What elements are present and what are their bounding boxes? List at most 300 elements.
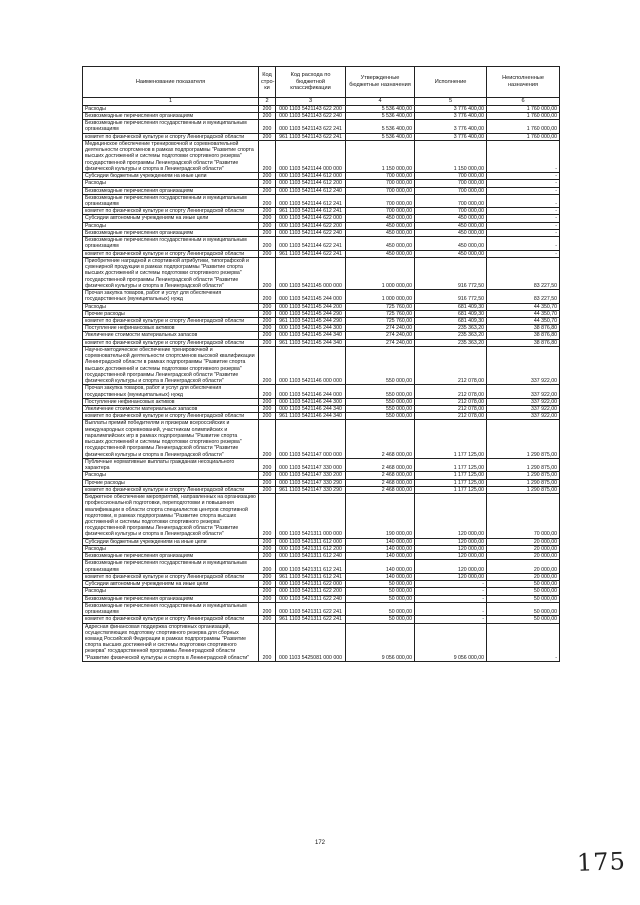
row-name: Безвозмездные перечисления организациям — [83, 553, 259, 560]
handwritten-page-number: 175 — [576, 847, 627, 877]
row-executed: 120 000,00 — [415, 553, 487, 560]
row-line-code: 200 — [259, 602, 276, 615]
table-row — [83, 325, 560, 332]
row-approved: 140 000,00 — [346, 545, 415, 552]
header-budget-code: Код расхода по бюджетной классификации — [276, 67, 346, 98]
column-number-row — [83, 98, 560, 106]
row-name: комитет по физической культуре и спорту Ленинградской области — [83, 616, 259, 623]
table-row — [83, 595, 560, 602]
budget-execution-table — [82, 66, 560, 662]
table-row — [83, 581, 560, 588]
row-name: комитет по физической культуре и спорту Ленинградской области — [83, 413, 259, 420]
table-row — [83, 420, 560, 458]
row-line-code: 200 — [259, 413, 276, 420]
table-row — [83, 222, 560, 229]
row-line-code: 200 — [259, 486, 276, 493]
row-line-code: 200 — [259, 120, 276, 133]
row-approved: 700 000,00 — [346, 208, 415, 215]
table-row — [83, 250, 560, 257]
row-executed: 212 078,00 — [415, 385, 487, 398]
row-approved: 550 000,00 — [346, 385, 415, 398]
row-approved: 274 240,00 — [346, 325, 415, 332]
row-name: Прочая закупка товаров, работ и услуг для обеспечения государственных (муниципальных) нужд — [83, 290, 259, 303]
row-executed: 681 409,30 — [415, 310, 487, 317]
row-line-code: 200 — [259, 616, 276, 623]
row-name: комитет по физической культуре и спорту Ленинградской области — [83, 573, 259, 580]
row-line-code: 200 — [259, 538, 276, 545]
row-budget-code: 000 1103 5421311 622 240 — [276, 595, 346, 602]
table-row — [83, 553, 560, 560]
row-unexecuted: 50 000,00 — [487, 616, 560, 623]
table-row — [83, 538, 560, 545]
row-executed: 916 772,50 — [415, 290, 487, 303]
row-budget-code: 000 1103 5421145 000 000 — [276, 257, 346, 289]
row-unexecuted: 20 000,00 — [487, 553, 560, 560]
row-unexecuted: 337 922,00 — [487, 398, 560, 405]
table-row — [83, 317, 560, 324]
row-line-code: 200 — [259, 250, 276, 257]
table-body — [83, 105, 560, 661]
row-budget-code: 000 1103 5421143 622 240 — [276, 112, 346, 119]
row-approved: 450 000,00 — [346, 215, 415, 222]
row-budget-code: 000 1103 5421144 612 200 — [276, 180, 346, 187]
row-approved: 50 000,00 — [346, 616, 415, 623]
row-name: Расходы — [83, 222, 259, 229]
row-name: Субсидии автономным учреждениям на иные цели — [83, 215, 259, 222]
row-executed: 212 078,00 — [415, 346, 487, 384]
page-number: 172 — [314, 840, 325, 846]
header-line-code: Код стро-ки — [259, 67, 276, 98]
row-unexecuted: 20 000,00 — [487, 538, 560, 545]
header-unexecuted: Неисполненные назначения — [487, 67, 560, 98]
row-unexecuted: 1 290 875,00 — [487, 479, 560, 486]
row-unexecuted: 1 290 875,00 — [487, 486, 560, 493]
row-approved: 2 468 000,00 — [346, 479, 415, 486]
row-unexecuted: 44 350,70 — [487, 317, 560, 324]
row-executed: 3 776 400,00 — [415, 112, 487, 119]
row-unexecuted: - — [487, 187, 560, 194]
row-budget-code: 000 1103 5421311 612 240 — [276, 553, 346, 560]
table-row — [83, 208, 560, 215]
row-unexecuted: 1 760 000,00 — [487, 120, 560, 133]
row-budget-code: 000 1103 5421143 622 241 — [276, 120, 346, 133]
table-row — [83, 413, 560, 420]
row-unexecuted: 1 760 000,00 — [487, 133, 560, 140]
row-name: Публичные нормативные выплаты гражданам несоциального характера — [83, 458, 259, 471]
row-line-code: 200 — [259, 479, 276, 486]
row-name: Безвозмездные перечисления организациям — [83, 595, 259, 602]
row-unexecuted: 44 350,70 — [487, 303, 560, 310]
row-budget-code: 961 1103 5421147 330 290 — [276, 486, 346, 493]
row-line-code: 200 — [259, 560, 276, 573]
row-line-code: 200 — [259, 229, 276, 236]
table-row — [83, 332, 560, 339]
column-number: 6 — [487, 98, 560, 106]
table-row — [83, 339, 560, 346]
row-unexecuted: 337 922,00 — [487, 385, 560, 398]
row-name: Расходы — [83, 588, 259, 595]
row-name: Увеличение стоимости материальных запасов — [83, 406, 259, 413]
table-row — [83, 398, 560, 405]
row-unexecuted: - — [487, 215, 560, 222]
row-approved: 50 000,00 — [346, 581, 415, 588]
row-line-code: 200 — [259, 472, 276, 479]
row-name: Прочие расходы — [83, 479, 259, 486]
row-unexecuted: 337 922,00 — [487, 346, 560, 384]
row-name: Выплаты премий победителям и призерам всероссийских и международных соревнований, участникам олимпийских и паралимпийских игр в рамках подпрограммы "Развитие спорта высших достижений и системы подготовки спортивного резерва" государственной программы Ленинградской области "Развитие физической культуры и спорта в Ленинградской области" — [83, 420, 259, 458]
row-approved: 550 000,00 — [346, 398, 415, 405]
row-approved: 274 240,00 — [346, 332, 415, 339]
row-approved: 1 150 000,00 — [346, 140, 415, 172]
row-name: комитет по физической культуре и спорту Ленинградской области — [83, 486, 259, 493]
column-number: 2 — [259, 98, 276, 106]
table-row — [83, 194, 560, 207]
row-budget-code: 961 1103 5421145 244 340 — [276, 339, 346, 346]
row-name: комитет по физической культуре и спорту Ленинградской области — [83, 208, 259, 215]
row-unexecuted: 50 000,00 — [487, 595, 560, 602]
row-name: комитет по физической культуре и спорту Ленинградской области — [83, 133, 259, 140]
row-unexecuted: - — [487, 194, 560, 207]
row-line-code: 200 — [259, 398, 276, 405]
row-approved: 190 000,00 — [346, 494, 415, 539]
row-executed: 9 056 000,00 — [415, 623, 487, 661]
row-approved: 700 000,00 — [346, 180, 415, 187]
row-unexecuted: 83 227,50 — [487, 257, 560, 289]
row-budget-code: 000 1103 5421146 244 000 — [276, 385, 346, 398]
row-line-code: 200 — [259, 187, 276, 194]
header-executed: Исполнение — [415, 67, 487, 98]
row-executed: 235 363,20 — [415, 325, 487, 332]
row-unexecuted: - — [487, 208, 560, 215]
row-executed: 212 078,00 — [415, 413, 487, 420]
row-executed: 212 078,00 — [415, 398, 487, 405]
row-unexecuted: - — [487, 229, 560, 236]
row-budget-code: 000 1103 5421146 000 000 — [276, 346, 346, 384]
row-approved: 2 468 000,00 — [346, 420, 415, 458]
row-unexecuted: - — [487, 237, 560, 250]
row-budget-code: 000 1103 5421145 244 200 — [276, 303, 346, 310]
row-executed: 700 000,00 — [415, 187, 487, 194]
row-line-code: 200 — [259, 222, 276, 229]
row-unexecuted: - — [487, 222, 560, 229]
row-unexecuted: 1 290 875,00 — [487, 472, 560, 479]
row-line-code: 200 — [259, 588, 276, 595]
row-line-code: 200 — [259, 325, 276, 332]
row-unexecuted: - — [487, 623, 560, 661]
row-line-code: 200 — [259, 573, 276, 580]
row-budget-code: 961 1103 5421143 622 241 — [276, 133, 346, 140]
row-budget-code: 961 1103 5421311 612 241 — [276, 573, 346, 580]
row-unexecuted: 337 922,00 — [487, 413, 560, 420]
table-row — [83, 616, 560, 623]
row-executed: 700 000,00 — [415, 194, 487, 207]
row-approved: 700 000,00 — [346, 173, 415, 180]
row-name: Расходы — [83, 472, 259, 479]
table-row — [83, 173, 560, 180]
row-budget-code: 000 1103 5421144 622 240 — [276, 229, 346, 236]
row-unexecuted: 38 876,80 — [487, 339, 560, 346]
row-budget-code: 000 1103 5421146 244 340 — [276, 406, 346, 413]
row-executed: 1 177 125,00 — [415, 420, 487, 458]
row-budget-code: 000 1103 5421143 622 200 — [276, 105, 346, 112]
row-budget-code: 000 1103 5421144 612 000 — [276, 173, 346, 180]
table-row — [83, 588, 560, 595]
row-executed: 700 000,00 — [415, 208, 487, 215]
row-line-code: 200 — [259, 208, 276, 215]
row-line-code: 200 — [259, 346, 276, 384]
row-budget-code: 000 1103 5421144 622 000 — [276, 215, 346, 222]
row-executed: 700 000,00 — [415, 180, 487, 187]
row-name: Адресная финансовая поддержка спортивных организаций, осуществляющих подготовку спортивного резерва для сборных команд Российской Федерации в рамках подпрограммы "Развитие спорта высших достижений и системы подготовки спортивного резерва" государственной программы Ленинградской области "Развитие физической культуры и спорта в Ленинградской области" — [83, 623, 259, 661]
row-budget-code: 000 1103 5421311 612 200 — [276, 545, 346, 552]
row-approved: 450 000,00 — [346, 229, 415, 236]
row-name: Поступление нефинансовых активов — [83, 325, 259, 332]
row-name: Расходы — [83, 303, 259, 310]
row-budget-code: 961 1103 5421145 244 290 — [276, 317, 346, 324]
row-executed: 120 000,00 — [415, 560, 487, 573]
row-line-code: 200 — [259, 310, 276, 317]
row-name: комитет по физической культуре и спорту Ленинградской области — [83, 250, 259, 257]
row-executed: 450 000,00 — [415, 222, 487, 229]
row-approved: 725 760,00 — [346, 317, 415, 324]
row-approved: 5 536 400,00 — [346, 133, 415, 140]
row-line-code: 200 — [259, 623, 276, 661]
row-budget-code: 000 1103 5421145 244 340 — [276, 332, 346, 339]
row-unexecuted: 1 760 000,00 — [487, 105, 560, 112]
row-executed: 235 363,20 — [415, 339, 487, 346]
row-approved: 700 000,00 — [346, 187, 415, 194]
row-approved: 50 000,00 — [346, 588, 415, 595]
table-row — [83, 105, 560, 112]
row-approved: 700 000,00 — [346, 194, 415, 207]
row-approved: 50 000,00 — [346, 595, 415, 602]
table-row — [83, 237, 560, 250]
row-budget-code: 961 1103 5421144 612 241 — [276, 208, 346, 215]
table-header-row — [83, 67, 560, 98]
row-name: Безвозмездные перечисления государственным и муниципальным организациям — [83, 120, 259, 133]
row-budget-code: 961 1103 5421311 622 241 — [276, 616, 346, 623]
row-line-code: 200 — [259, 112, 276, 119]
row-unexecuted: 337 922,00 — [487, 406, 560, 413]
row-budget-code: 000 1103 5421144 000 000 — [276, 140, 346, 172]
column-number: 4 — [346, 98, 415, 106]
row-line-code: 200 — [259, 545, 276, 552]
table-row — [83, 112, 560, 119]
row-line-code: 200 — [259, 105, 276, 112]
row-unexecuted: - — [487, 250, 560, 257]
row-line-code: 200 — [259, 420, 276, 458]
row-name: Медицинское обеспечение тренировочной и соревновательной деятельности спортсменов в рамках подпрограммы "Развитие спорта высших достижений и системы подготовки спортивного резерва" государственной программы Ленинградской области "Развитие физической культуры и спорта в Ленинградской области" — [83, 140, 259, 172]
row-executed: 450 000,00 — [415, 250, 487, 257]
row-approved: 140 000,00 — [346, 573, 415, 580]
row-line-code: 200 — [259, 553, 276, 560]
row-unexecuted: - — [487, 173, 560, 180]
row-executed: 120 000,00 — [415, 538, 487, 545]
row-approved: 140 000,00 — [346, 553, 415, 560]
table-row — [83, 545, 560, 552]
row-name: Бюджетное обеспечение мероприятий, направленных на организацию профессиональной подготовки, переподготовки и повышения квалификации в области спорта специалистов центров спортивной подготовки, в рамках подпрограммы "Развитие спорта высших достижений и системы подготовки спортивного резерва" государственной программы Ленинградской области "Развитие физической культуры и спорта в Ленинградской области" — [83, 494, 259, 539]
row-unexecuted: 70 000,00 — [487, 494, 560, 539]
row-name: Поступление нефинансовых активов — [83, 398, 259, 405]
row-name: Безвозмездные перечисления государственным и муниципальным организациям — [83, 194, 259, 207]
table-row — [83, 310, 560, 317]
row-unexecuted: 83 227,50 — [487, 290, 560, 303]
row-line-code: 200 — [259, 303, 276, 310]
row-budget-code: 000 1103 5425081 000 000 — [276, 623, 346, 661]
table-row — [83, 385, 560, 398]
row-name: Субсидии бюджетным учреждениям на иные цели — [83, 173, 259, 180]
row-name: Безвозмездные перечисления организациям — [83, 112, 259, 119]
row-budget-code: 000 1103 5421311 622 000 — [276, 581, 346, 588]
row-executed: 1 150 000,00 — [415, 140, 487, 172]
row-line-code: 200 — [259, 339, 276, 346]
row-executed: 3 776 400,00 — [415, 133, 487, 140]
row-approved: 450 000,00 — [346, 222, 415, 229]
row-executed: 1 177 125,00 — [415, 472, 487, 479]
row-executed: - — [415, 602, 487, 615]
row-executed: 1 177 125,00 — [415, 479, 487, 486]
row-line-code: 200 — [259, 494, 276, 539]
row-approved: 5 536 400,00 — [346, 105, 415, 112]
row-approved: 1 000 000,00 — [346, 290, 415, 303]
row-unexecuted: 1 290 875,00 — [487, 458, 560, 471]
row-line-code: 200 — [259, 194, 276, 207]
row-name: комитет по физической культуре и спорту Ленинградской области — [83, 339, 259, 346]
row-unexecuted: 1 760 000,00 — [487, 112, 560, 119]
row-unexecuted: 38 876,80 — [487, 325, 560, 332]
row-executed: 681 409,30 — [415, 317, 487, 324]
table-row — [83, 180, 560, 187]
table-row — [83, 406, 560, 413]
row-executed: 3 776 400,00 — [415, 105, 487, 112]
row-name: Научно-методическое обеспечение тренировочной и соревновательной деятельности спортсменов высокой квалификации Ленинградской области в рамках подпрограммы "Развитие спорта высших достижений и системы подготовки спортивного резерва" государственной программы Ленинградской области "Развитие физической культуры и спорта в Ленинградской области" — [83, 346, 259, 384]
row-unexecuted: 50 000,00 — [487, 581, 560, 588]
row-approved: 140 000,00 — [346, 538, 415, 545]
row-unexecuted: 38 876,80 — [487, 332, 560, 339]
row-approved: 274 240,00 — [346, 339, 415, 346]
table-row — [83, 560, 560, 573]
row-unexecuted: 44 350,70 — [487, 310, 560, 317]
row-executed: 3 776 400,00 — [415, 120, 487, 133]
row-executed: 1 177 125,00 — [415, 486, 487, 493]
row-approved: 450 000,00 — [346, 250, 415, 257]
row-budget-code: 000 1103 5421311 612 241 — [276, 560, 346, 573]
row-executed: 700 000,00 — [415, 173, 487, 180]
row-name: Расходы — [83, 180, 259, 187]
row-approved: 5 536 400,00 — [346, 120, 415, 133]
table-row — [83, 140, 560, 172]
row-name: Увеличение стоимости материальных запасов — [83, 332, 259, 339]
table-row — [83, 494, 560, 539]
row-budget-code: 961 1103 5421144 622 241 — [276, 250, 346, 257]
row-budget-code: 000 1103 5421147 330 000 — [276, 458, 346, 471]
table-row — [83, 486, 560, 493]
header-name: Наименование показателя — [83, 67, 259, 98]
row-approved: 550 000,00 — [346, 406, 415, 413]
row-approved: 725 760,00 — [346, 310, 415, 317]
row-unexecuted: 20 000,00 — [487, 560, 560, 573]
column-number: 5 — [415, 98, 487, 106]
row-name: Безвозмездные перечисления государственным и муниципальным организациям — [83, 602, 259, 615]
row-budget-code: 000 1103 5421311 622 200 — [276, 588, 346, 595]
row-name: Расходы — [83, 545, 259, 552]
table-row — [83, 479, 560, 486]
table-row — [83, 623, 560, 661]
row-approved: 450 000,00 — [346, 237, 415, 250]
table-row — [83, 472, 560, 479]
row-approved: 2 468 000,00 — [346, 472, 415, 479]
row-line-code: 200 — [259, 257, 276, 289]
row-name: Субсидии автономным учреждениям на иные цели — [83, 581, 259, 588]
row-budget-code: 000 1103 5421145 244 290 — [276, 310, 346, 317]
row-executed: 212 078,00 — [415, 406, 487, 413]
row-line-code: 200 — [259, 173, 276, 180]
row-budget-code: 000 1103 5421144 612 241 — [276, 194, 346, 207]
row-line-code: 200 — [259, 180, 276, 187]
row-executed: 235 363,20 — [415, 332, 487, 339]
row-budget-code: 000 1103 5421144 612 240 — [276, 187, 346, 194]
row-budget-code: 000 1103 5421311 000 000 — [276, 494, 346, 539]
row-unexecuted: 20 000,00 — [487, 573, 560, 580]
row-name: Безвозмездные перечисления организациям — [83, 187, 259, 194]
row-budget-code: 000 1103 5421144 622 241 — [276, 237, 346, 250]
row-budget-code: 000 1103 5421144 622 200 — [276, 222, 346, 229]
row-approved: 725 760,00 — [346, 303, 415, 310]
row-executed: 916 772,50 — [415, 257, 487, 289]
row-line-code: 200 — [259, 332, 276, 339]
row-executed: 450 000,00 — [415, 229, 487, 236]
table-row — [83, 346, 560, 384]
row-budget-code: 000 1103 5421311 622 241 — [276, 602, 346, 615]
row-name: Прочая закупка товаров, работ и услуг для обеспечения государственных (муниципальных) нужд — [83, 385, 259, 398]
table-row — [83, 290, 560, 303]
row-budget-code: 000 1103 5421311 612 000 — [276, 538, 346, 545]
table-row — [83, 229, 560, 236]
row-name: Субсидии бюджетным учреждениям на иные цели — [83, 538, 259, 545]
column-number: 1 — [83, 98, 259, 106]
table-row — [83, 257, 560, 289]
row-executed: 681 409,30 — [415, 303, 487, 310]
column-number: 3 — [276, 98, 346, 106]
row-line-code: 200 — [259, 595, 276, 602]
row-approved: 550 000,00 — [346, 346, 415, 384]
row-name: Безвозмездные перечисления государственным и муниципальным организациям — [83, 237, 259, 250]
row-line-code: 200 — [259, 581, 276, 588]
row-unexecuted: 50 000,00 — [487, 588, 560, 595]
row-name: Безвозмездные перечисления организациям — [83, 229, 259, 236]
row-line-code: 200 — [259, 237, 276, 250]
row-line-code: 200 — [259, 133, 276, 140]
row-approved: 2 468 000,00 — [346, 486, 415, 493]
row-unexecuted: - — [487, 140, 560, 172]
row-budget-code: 000 1103 5421147 330 290 — [276, 479, 346, 486]
table-row — [83, 458, 560, 471]
row-unexecuted: 50 000,00 — [487, 602, 560, 615]
row-budget-code: 000 1103 5421147 000 000 — [276, 420, 346, 458]
row-line-code: 200 — [259, 140, 276, 172]
table-row — [83, 573, 560, 580]
row-name: Безвозмездные перечисления государственным и муниципальным организациям — [83, 560, 259, 573]
row-executed: - — [415, 588, 487, 595]
row-budget-code: 000 1103 5421145 244 000 — [276, 290, 346, 303]
row-line-code: 200 — [259, 215, 276, 222]
row-unexecuted: 1 290 875,00 — [487, 420, 560, 458]
row-executed: 120 000,00 — [415, 494, 487, 539]
table-row — [83, 303, 560, 310]
row-unexecuted: 20 000,00 — [487, 545, 560, 552]
row-line-code: 200 — [259, 290, 276, 303]
row-name: Прочие расходы — [83, 310, 259, 317]
